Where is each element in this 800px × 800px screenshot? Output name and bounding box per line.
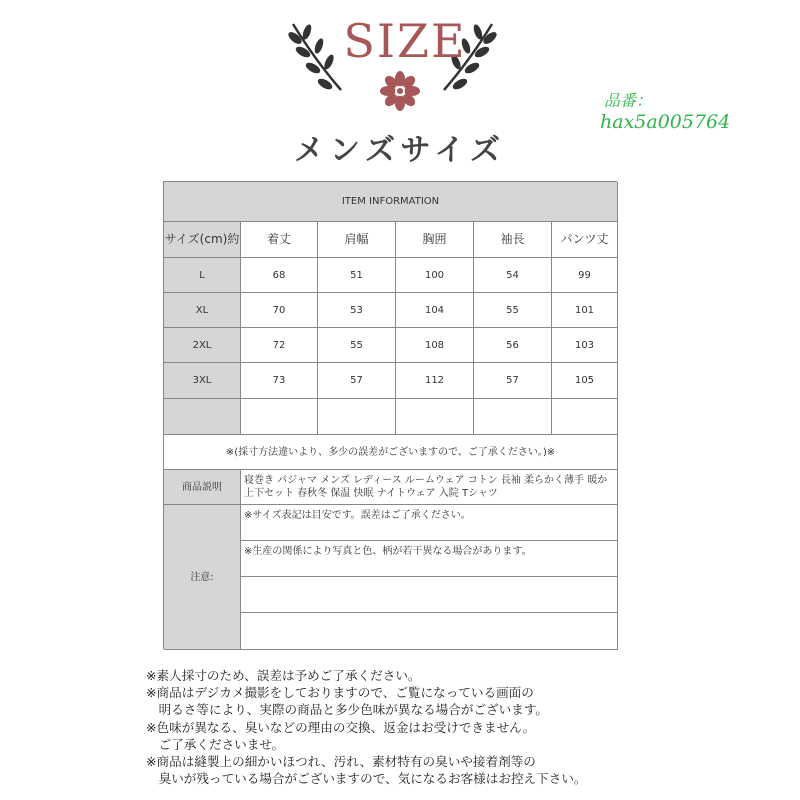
table-cell: 72 <box>241 328 318 363</box>
table-caution-label: 注意: <box>164 505 241 650</box>
table-desc-text: 寝巻き パジャマ メンズ レディース ルームウェア コトン 長袖 柔らかく薄手 暖か 上下セット 春秋冬 保温 快眠 ナイトウェア 入院 Tシャツ <box>241 470 618 505</box>
table-cell: 112 <box>396 363 474 399</box>
note-line: ※素人採寸のため、誤差は予めご了承ください。 <box>146 668 421 683</box>
flower-icon <box>379 70 421 112</box>
note-line: ※色味が異なる、臭いなどの理由の交換、返金はお受けできません。 <box>146 719 536 735</box>
size-title: SIZE <box>343 14 467 68</box>
table-cell: 57 <box>318 363 396 399</box>
table-cell: 101 <box>552 293 618 328</box>
note-line: 明るさ等により、実際の商品と多少色味が異なる場合がございます。 <box>146 702 548 718</box>
table-cell: 51 <box>318 258 396 293</box>
table-cell: 54 <box>474 258 552 293</box>
table-size-label: 3XL <box>164 363 241 399</box>
table-cell: 56 <box>474 328 552 363</box>
table-measure-note: ※(採寸方法違いより、多少の誤差がございますので、ご了承ください。)※ <box>164 435 618 470</box>
table-info-header: ITEM INFORMATION <box>164 182 618 222</box>
product-code-value: hax5a005764 <box>600 111 731 133</box>
table-cell: 55 <box>474 293 552 328</box>
table-size-label: 2XL <box>164 328 241 363</box>
table-cell: 57 <box>474 363 552 399</box>
note-line: ご了承くださいませ。 <box>146 736 285 752</box>
table-cell: 99 <box>552 258 618 293</box>
table-empty-label <box>164 399 241 435</box>
notes <box>146 667 746 787</box>
table-column-header: 着丈 <box>241 222 318 258</box>
table-column-header: パンツ丈 <box>552 222 618 258</box>
size-table-grid <box>163 181 617 649</box>
table-size-label: L <box>164 258 241 293</box>
table-column-header: 胸囲 <box>396 222 474 258</box>
table-column-header: 肩幅 <box>318 222 396 258</box>
table-cell: 73 <box>241 363 318 399</box>
table-cell: 103 <box>552 328 618 363</box>
note-line: ※商品はデジカメ撮影をしておりますので、ご覧になっている画面の <box>146 685 534 701</box>
table-size-label: XL <box>164 293 241 328</box>
table-empty-cell <box>318 399 396 435</box>
table-cell: 68 <box>241 258 318 293</box>
table-cell: 55 <box>318 328 396 363</box>
note-line: ※商品は縫製上の細かいほつれ、汚れ、素材特有の臭いや接着剤等の <box>146 754 536 770</box>
table-cell: 100 <box>396 258 474 293</box>
table-empty-cell <box>474 399 552 435</box>
product-code-label: 品番： <box>604 91 653 110</box>
product-code <box>600 88 770 133</box>
table-cell: 70 <box>241 293 318 328</box>
size-table <box>163 181 617 649</box>
table-cell: 53 <box>318 293 396 328</box>
note-line: 臭いが残っている場合がございますので、気になるお客様はお控え下さい。 <box>146 771 587 787</box>
table-corner-label: サイズ(cm)約 <box>164 222 241 258</box>
table-caution-empty <box>241 613 618 650</box>
table-cell: 108 <box>396 328 474 363</box>
table-caution-2: ※生産の関係により写真と色、柄が若干異なる場合があります。 <box>241 541 618 577</box>
table-empty-cell <box>552 399 618 435</box>
table-caution-1: ※サイズ表記は目安です。誤差はご了承ください。 <box>241 505 618 541</box>
table-cell: 104 <box>396 293 474 328</box>
table-column-header: 袖長 <box>474 222 552 258</box>
table-empty-cell <box>396 399 474 435</box>
table-cell: 105 <box>552 363 618 399</box>
table-empty-cell <box>241 399 318 435</box>
table-caution-empty <box>241 577 618 613</box>
page-subtitle: メンズサイズ <box>293 133 507 168</box>
table-desc-label: 商品説明 <box>164 470 241 505</box>
